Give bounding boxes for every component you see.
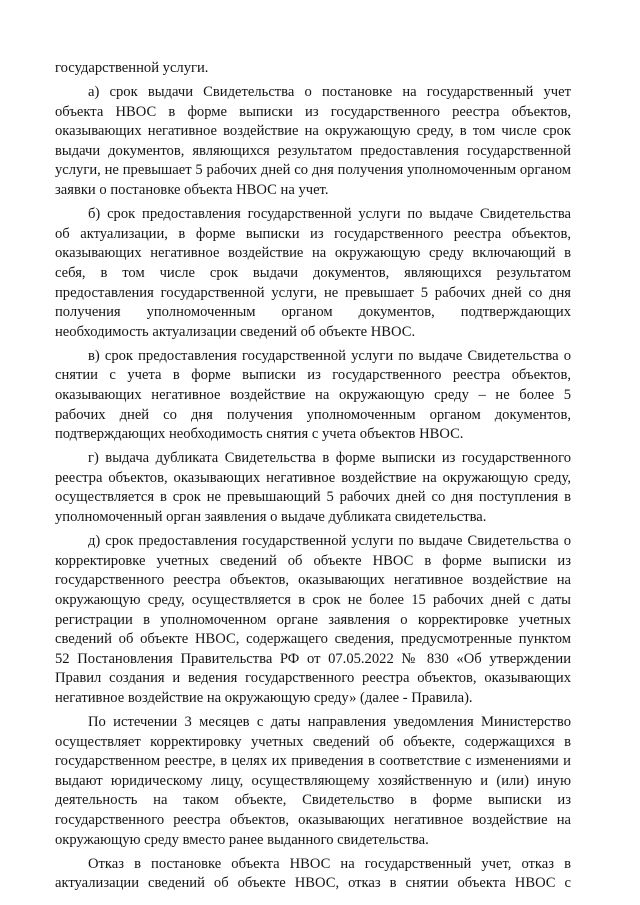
text-line: оказывающих негативное воздействие на окружающую среду, в том числе срок xyxy=(55,123,571,140)
paragraph-item-v xyxy=(55,347,571,445)
text-line: об актуализации, в форме выписки из государственного реестра объектов, xyxy=(55,225,571,242)
text-line: корректировке учетных сведений об объекте НВОС в форме выписки из xyxy=(55,552,571,569)
paragraph-expiry xyxy=(55,713,571,850)
text-line: д) срок предоставления государственной услуги по выдаче Свидетельства о xyxy=(88,533,571,550)
text-line: выдают юридическому лицу, осуществляющему хозяйственную и (или) иную xyxy=(55,772,571,789)
paragraph-refusal xyxy=(55,855,571,894)
text-line: необходимость актуализации сведений об объекте НВОС. xyxy=(55,323,416,340)
text-line: Отказ в постановке объекта НВОС на государственный учет, отказ в xyxy=(88,855,571,872)
text-line: объекта НВОС в форме выписки из государственного реестра объектов, xyxy=(55,103,571,120)
text-line: подтверждающих необходимость снятия с учета объектов НВОС. xyxy=(55,426,464,443)
paragraph-item-a xyxy=(55,83,571,201)
text-line: в) срок предоставления государственной услуги по выдаче Свидетельства о xyxy=(88,347,571,364)
document-page xyxy=(55,59,571,894)
text-line: выдачи документов, являющихся результатом предоставления государственной xyxy=(55,142,571,159)
text-line: 52 Постановления Правительства РФ от 07.05.2022 № 830 «Об утверждении xyxy=(55,650,571,667)
text-line: предоставления государственной услуги, не превышает 5 рабочих дней со дня xyxy=(55,284,571,301)
text-line: сведений об объекте НВОС, содержащего сведения, предусмотренные пунктом xyxy=(55,631,571,648)
text-line: уполномоченный орган заявления о выдаче дубликата свидетельства. xyxy=(55,509,487,526)
text-line: По истечении 3 месяцев с даты направления уведомления Министерство xyxy=(88,714,571,730)
text-line: государственном реестре, в целях их приведения в соответствие с изменениями и xyxy=(55,753,571,770)
text-line: г) выдача дубликата Свидетельства в форме выписки из государственного xyxy=(88,450,571,467)
text-line: актуализации сведений об объекте НВОС, отказ в снятии объекта НВОС с xyxy=(55,875,571,892)
paragraph-item-d xyxy=(55,532,571,708)
text-line: б) срок предоставления государственной услуги по выдаче Свидетельства xyxy=(88,206,571,223)
text-line: оказывающих негативное воздействие на окружающую среду – не более 5 xyxy=(55,387,571,403)
paragraph-item-b xyxy=(55,205,571,342)
text-line: заявки о постановке объекта НВОС на учет. xyxy=(55,182,329,199)
text-line: регистрации в уполномоченном органе заявления о корректировке учетных xyxy=(55,611,571,628)
text-line: оказывающих негативное воздействие на окружающую среду включающий в xyxy=(55,245,571,262)
text-line: а) срок выдачи Свидетельства о постановке на государственный учет xyxy=(88,84,571,101)
text-line: деятельность на таком объекте, Свидетельство в форме выписки из xyxy=(55,792,571,809)
text-line: Правил создания и ведения государственного реестра объектов, оказывающих xyxy=(55,670,571,687)
paragraph-continuation xyxy=(55,59,571,79)
text-line: государственного реестра объектов, оказывающих негативное воздействие на xyxy=(55,572,571,589)
text-line: негативное воздействие на окружающую среду» (далее - Правила). xyxy=(55,689,473,706)
text-line: услуги, не превышает 5 рабочих дней со дня получения уполномоченным органом xyxy=(55,162,571,179)
text-line: осуществляет корректировку учетных сведений об объекте, содержащихся в xyxy=(55,733,571,750)
text-line: окружающую среду, осуществляется в срок не более 15 рабочих дней с даты xyxy=(55,591,571,608)
text-line: себя, в том числе срок выдачи документов, являющихся результатом xyxy=(55,264,571,281)
text-line: государственного реестра объектов, оказывающих негативное воздействие на xyxy=(55,811,571,828)
text-line: осуществляется в срок не превышающий 5 рабочих дней со дня поступления в xyxy=(55,489,571,506)
paragraph-item-g xyxy=(55,449,571,527)
text-line: окружающую среду вместо ранее выданного свидетельства. xyxy=(55,831,429,848)
text-line: реестра объектов, оказывающих негативное воздействие на окружающую среду, xyxy=(55,469,571,486)
text-line: снятии с учета в форме выписки из государственного реестра объектов, xyxy=(55,367,571,384)
text-line: государственной услуги. xyxy=(55,60,209,76)
text-line: рабочих дней со дня получения уполномоченным органом документов, xyxy=(55,406,571,423)
text-line: получения уполномоченным органом документов, подтверждающих xyxy=(55,304,571,321)
